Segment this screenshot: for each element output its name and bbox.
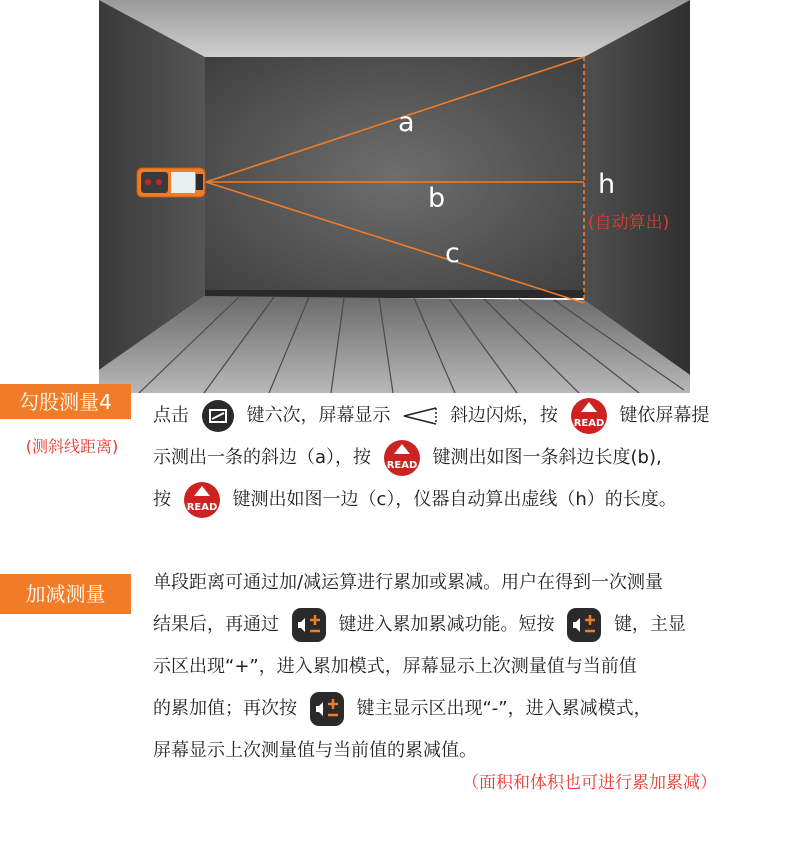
section1-body	[153, 395, 709, 521]
section-tag-pythagorean: 勾股测量4	[0, 384, 131, 419]
label-b: b	[428, 183, 446, 214]
plus-minus-key-icon	[291, 607, 327, 643]
section2-line-5	[153, 730, 686, 772]
text: 斜边闪烁，按	[449, 405, 558, 426]
section1-line-2	[153, 437, 709, 479]
text: 键进入累加累减功能。短按	[338, 614, 555, 635]
text: 结果后，再通过	[153, 614, 279, 635]
text: 键测出如图一边（c），仪器自动算出虚线（h）的长度。	[232, 489, 677, 510]
section-tag-note: (测斜线距离)	[25, 437, 119, 456]
label-c: c	[445, 238, 460, 269]
label-h: h	[598, 169, 616, 200]
text: 键六次，屏幕显示	[246, 405, 391, 426]
label-a: a	[398, 107, 415, 138]
plus-minus-key-icon	[566, 607, 602, 643]
mode-key-icon	[201, 399, 235, 433]
plus-minus-key-icon	[309, 691, 345, 727]
h-auto-note: (自动算出)	[588, 213, 670, 233]
section2-line-3	[153, 646, 686, 688]
read-key-icon	[570, 397, 608, 435]
section2-line-1	[153, 562, 686, 604]
section1-line-1	[153, 395, 709, 437]
section1-line-3	[153, 479, 709, 521]
section2-body	[153, 562, 686, 772]
read-key-icon	[183, 481, 221, 519]
text: 键测出如图一条斜边长度(b),	[432, 447, 662, 468]
read-key-icon	[383, 439, 421, 477]
laser-meter-icon	[137, 168, 205, 197]
svg-text:READ: READ	[573, 418, 604, 429]
text: 单段距离可通过加/减运算进行累加或累减。用户在得到一次测量	[153, 572, 664, 593]
text: 键，主显	[613, 614, 686, 635]
svg-text:READ: READ	[386, 460, 418, 471]
section2-note: （面积和体积也可进行累加累减）	[462, 773, 717, 793]
triangle-symbol-icon	[402, 407, 438, 425]
section2-line-4	[153, 688, 686, 730]
text: 示区出现“+”，进入累加模式，屏幕显示上次测量值与当前值	[153, 656, 637, 677]
svg-text:READ: READ	[186, 502, 218, 513]
text: 的累加值；再次按	[153, 698, 297, 719]
section2-line-2	[153, 604, 686, 646]
text: 键主显示区出现“-”，进入累减模式，	[356, 698, 652, 719]
section-tag-add-subtract: 加减测量	[0, 574, 131, 614]
text: 点击	[153, 405, 189, 426]
text: 屏幕显示上次测量值与当前值的累减值。	[153, 740, 477, 761]
text: 示测出一条的斜边（a），按	[153, 447, 372, 468]
text: 按	[153, 489, 171, 510]
text: 键依屏幕提	[619, 405, 710, 426]
